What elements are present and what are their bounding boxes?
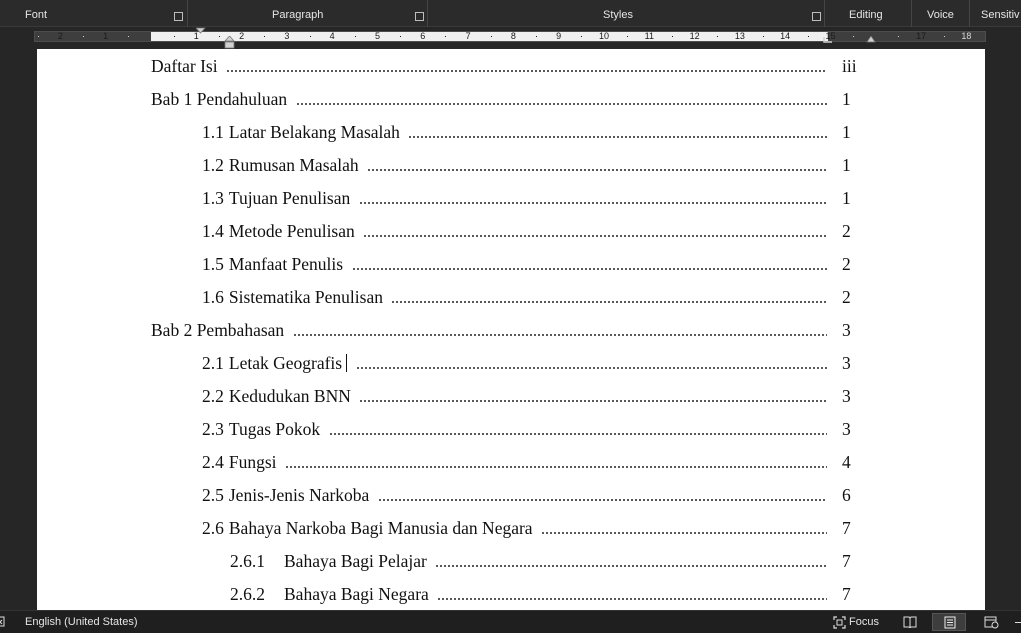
toc-entry-title: Bab 1 Pendahuluan [151,89,288,109]
toc-entry-text [202,188,350,209]
document-page[interactable] [37,49,985,610]
toc-entry-title: Latar Belakang Masalah [228,122,400,142]
toc-entry-number: 1.5 [202,254,224,274]
toc-page-number: 4 [842,452,851,472]
toc-entry-title: Metode Penulisan [228,221,355,241]
focus-icon [833,616,846,629]
ruler-number: 17 [916,31,927,41]
toc-entry[interactable] [202,485,827,509]
tab-stop-marker-icon[interactable] [823,36,833,44]
font-group-label: Font [25,9,48,21]
ribbon-group-sensitivity[interactable] [970,0,1021,27]
ruler-tick [808,36,809,37]
ribbon-group-paragraph [188,0,428,27]
toc-entry-text [202,287,383,308]
ruler-tick [581,36,582,37]
ruler-number: 5 [374,31,381,41]
ruler-tick [536,36,537,37]
first-line-indent-marker-icon[interactable] [196,27,206,35]
ruler-tick [38,36,39,37]
toc-leader-dots [435,565,827,567]
horizontal-ruler-bar [0,27,1021,49]
toc-entry[interactable] [202,254,827,278]
toc-entry-text [230,584,429,605]
toc-leader-dots [285,466,827,468]
ruler-tick [944,36,945,37]
paragraph-group-label: Paragraph [272,9,324,21]
web-layout-view-button[interactable] [980,613,1002,631]
editing-group-label: Editing [849,9,883,21]
toc-entry-number: 2.1 [202,353,224,373]
toc-page-number: iii [842,56,857,76]
toc-page-number: 3 [842,320,851,340]
toc-entry-text [202,353,347,374]
text-cursor [346,354,347,372]
toc-entry[interactable] [230,584,827,608]
toc-entry[interactable] [151,320,827,344]
toc-entry-text [151,320,284,341]
toc-entry-number: 2.3 [202,419,224,439]
toc-entry-text [230,551,427,572]
toc-page-number: 1 [842,155,851,175]
toc-entry-number: 1.4 [202,221,224,241]
focus-button[interactable] [830,613,882,631]
toc-entry-number: 1.1 [202,122,224,142]
toc-entry-text [151,89,287,110]
zoom-out-icon[interactable] [1015,622,1021,623]
toc-entry-number: 2.6 [202,518,224,538]
ruler-tick [128,36,129,37]
toc-entry[interactable] [202,386,827,410]
ruler-number: 10 [598,31,610,41]
toc-entry[interactable] [151,89,827,113]
ruler-tick [174,36,175,37]
ruler-number: 4 [329,31,335,41]
ruler-number: 14 [780,31,791,41]
toc-entry[interactable] [202,419,827,443]
ruler-tick [445,36,446,37]
ruler-number: 15 [825,31,836,41]
toc-entry-text [151,56,218,77]
toc-leader-dots [359,202,827,204]
ruler-number: 2 [57,31,63,41]
hanging-indent-marker-icon[interactable] [224,36,235,49]
language-status[interactable]: English (United States) [25,616,138,628]
toc-page-number: 1 [842,188,851,208]
read-mode-view-button[interactable] [899,613,921,631]
toc-entry-title: Sistematika Penulisan [228,287,383,307]
toc-entry[interactable] [151,56,827,80]
ruler-number: 11 [644,31,654,41]
toc-entry-title: Bab 2 Pembahasan [151,320,285,340]
toc-entry-title: Tugas Pokok [228,419,321,439]
toc-page-number: 2 [842,254,851,274]
toc-entry-number: 1.2 [202,155,224,175]
toc-entry-title: Manfaat Penulis [228,254,344,274]
toc-page-number: 3 [842,353,851,373]
web-layout-icon [984,616,999,629]
toc-entry[interactable] [202,221,827,245]
toc-entry-text [202,518,533,539]
ruler-number: 3 [284,31,290,41]
ruler-tick [310,36,311,37]
toc-leader-dots [296,103,827,105]
toc-entry-text [202,221,355,242]
toc-entry[interactable] [202,188,827,212]
toc-leader-dots [226,70,827,72]
toc-page-number: 1 [842,122,851,142]
font-dialog-launcher-icon[interactable] [174,12,183,21]
toc-leader-dots [541,532,827,534]
read-mode-icon [903,616,917,628]
toc-leader-dots [363,235,827,237]
ruler-number: 18 [961,31,972,41]
ruler-tick [355,36,356,37]
toc-leader-dots [367,169,827,171]
toc-entry-title: Daftar Isi [151,56,218,76]
ruler-text-area [151,32,828,41]
right-indent-marker-icon[interactable] [866,36,876,44]
ruler-tick [853,36,854,37]
toc-leader-dots [293,334,827,336]
toc-entry[interactable] [202,287,827,311]
ribbon-group-font [0,0,188,27]
toc-page-number: 3 [842,386,851,406]
ruler-tick [717,36,718,37]
ruler-number: 1 [193,31,199,41]
toc-entry-text [202,386,351,407]
toc-entry[interactable] [202,452,827,476]
ribbon-group-editing[interactable] [825,0,912,27]
ruler-tick [264,36,265,37]
toc-leader-dots [356,367,827,369]
ruler-number: 12 [689,31,700,41]
ruler-tick [400,36,401,37]
print-layout-icon [944,616,956,629]
toc-page-number: 7 [842,584,851,604]
proofing-icon[interactable] [0,616,6,628]
ribbon-group-labels [0,0,1021,27]
toc-entry-number: 2.6.1 [230,551,265,571]
toc-page-number: 1 [842,89,851,109]
toc-leader-dots [391,301,827,303]
ruler-tick [627,36,628,37]
toc-entry-text [202,155,359,176]
toc-entry-title: Jenis-Jenis Narkoba [228,485,370,505]
toc-entry-number: 2.5 [202,485,224,505]
toc-page-number: 2 [842,287,851,307]
ruler-number: 1 [103,31,109,41]
toc-page-number: 7 [842,518,851,538]
toc-entry-title: Tujuan Penulisan [228,188,351,208]
toc-entry-number: 1.3 [202,188,224,208]
ruler-number: 2 [239,31,245,41]
ruler-number: 6 [420,31,426,41]
voice-group-label: Voice [927,9,954,21]
ruler-tick [83,36,84,37]
toc-entry-text [202,419,320,440]
toc-entry-title: Bahaya Bagi Pelajar [284,551,427,571]
toc-entry-text [202,254,343,275]
toc-entry-title: Rumusan Masalah [228,155,359,175]
ruler-number: 7 [465,31,471,41]
toc-entry-title: Letak Geografis [228,353,343,373]
ribbon-group-voice[interactable] [912,0,970,27]
toc-entry-number: 2.2 [202,386,224,406]
toc-entry[interactable] [202,353,827,377]
toc-entry-title: Bahaya Narkoba Bagi Manusia dan Negara [228,518,533,538]
toc-leader-dots [359,400,827,402]
toc-leader-dots [408,136,827,138]
toc-entry-number: 1.6 [202,287,224,307]
toc-entry[interactable] [202,518,827,542]
sensitivity-group-label: Sensitiv [981,9,1020,21]
toc-page-number: 2 [842,221,851,241]
toc-entry-title: Bahaya Bagi Negara [284,584,429,604]
ruler-number: 13 [734,31,745,41]
toc-leader-dots [329,433,827,435]
toc-entry-title: Fungsi [228,452,277,472]
ruler-tick [898,36,899,37]
ribbon-group-styles [428,0,825,27]
styles-dialog-launcher-icon[interactable] [812,12,821,21]
toc-entry-title: Kedudukan BNN [228,386,351,406]
ruler-tick [219,36,220,37]
document-area [0,49,1021,610]
toc-page-number: 3 [842,419,851,439]
styles-group-label: Styles [603,9,633,21]
print-layout-view-button[interactable] [932,613,966,631]
toc-entry-number: 2.6.2 [230,584,265,604]
ruler-tick [672,36,673,37]
toc-entry[interactable] [202,155,827,179]
toc-leader-dots [437,598,827,600]
ruler-number: 8 [510,31,516,41]
paragraph-dialog-launcher-icon[interactable] [415,12,424,21]
toc-entry-number: 2.4 [202,452,224,472]
toc-entry-text [202,485,369,506]
status-bar [0,610,1021,633]
toc-leader-dots [378,499,827,501]
ruler-number: 9 [556,31,562,41]
toc-entry[interactable] [230,551,827,575]
toc-leader-dots [352,268,827,270]
ruler-tick [763,36,764,37]
toc-entry-text [202,122,400,143]
toc-page-number: 6 [842,485,851,505]
toc-entry-text [202,452,277,473]
toc-page-number: 7 [842,551,851,571]
horizontal-ruler[interactable] [34,31,986,42]
toc-entry[interactable] [202,122,827,146]
focus-label: Focus [849,616,879,628]
ruler-tick [491,36,492,37]
